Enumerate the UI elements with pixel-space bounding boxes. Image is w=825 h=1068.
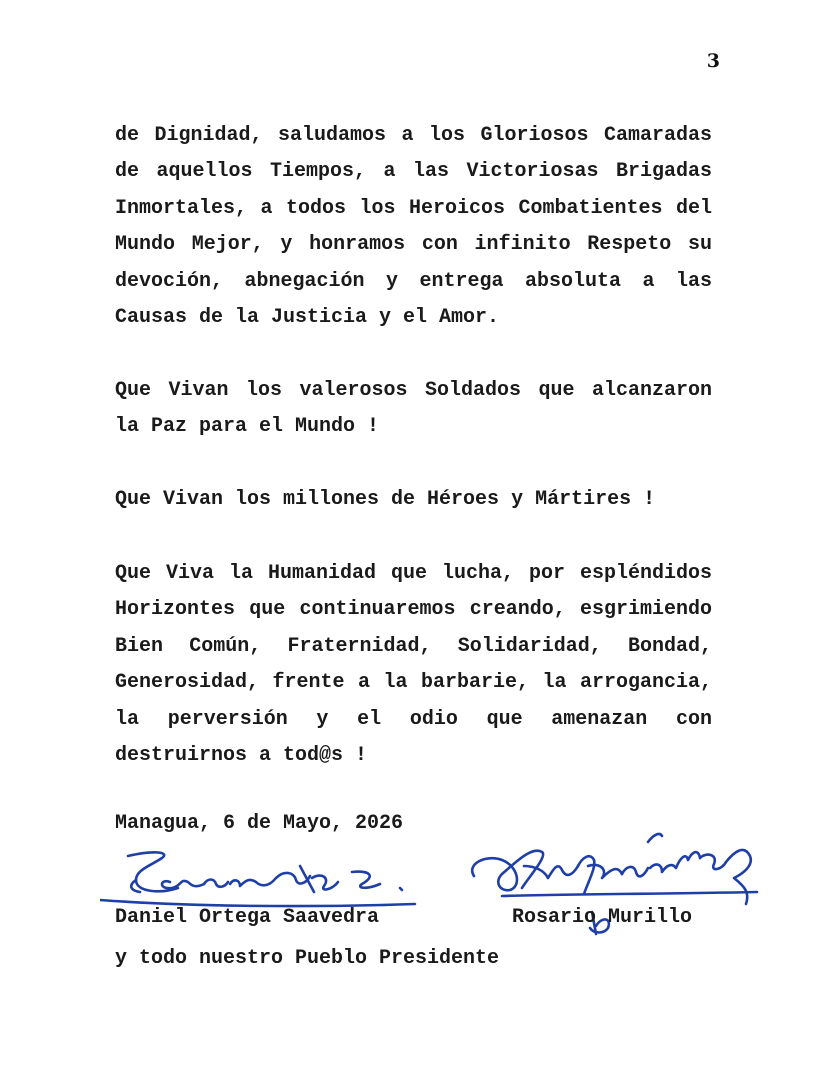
signatory-names (115, 906, 735, 942)
body-text-block (115, 556, 712, 774)
paragraph-soldiers: Que Vivan los valerosos Soldados que alcanzaron la Paz para el Mundo ! (115, 379, 712, 439)
closing-line: y todo nuestro Pueblo Presidente (115, 947, 500, 970)
signatory-name: Rosario Murillo (512, 906, 693, 929)
body-text-block (115, 482, 712, 518)
signatory-name: Daniel Ortega Saavedra (115, 906, 380, 929)
page-number: 3 (706, 50, 720, 72)
paragraph-humanity: Que Viva la Humanidad que lucha, por espléndidos Horizontes que continuaremos creando, esgrimiendo Bien Común, Fraternidad, Solidaridad, Bondad, Generosidad, frente a la barbarie, la arrogancia, la perversión y el odio que amenazan con destruirnos a tod@s ! (115, 562, 712, 768)
paragraph-heroes: Que Vivan los millones de Héroes y Mártires ! (115, 488, 656, 511)
dateline: Managua, 6 de Mayo, 2026 (115, 812, 404, 835)
paragraph-tribute: de Dignidad, saludamos a los Gloriosos Camaradas de aquellos Tiempos, a las Victoriosas Brigadas Inmortales, a todos los Heroicos Combatientes del Mundo Mejor, y honramos con infinito Respeto su devoción, abnegación y entrega absoluta a las Causas de la Justicia y el Amor. (115, 124, 712, 330)
body-text-block (115, 118, 712, 336)
body-text-block (115, 373, 712, 446)
